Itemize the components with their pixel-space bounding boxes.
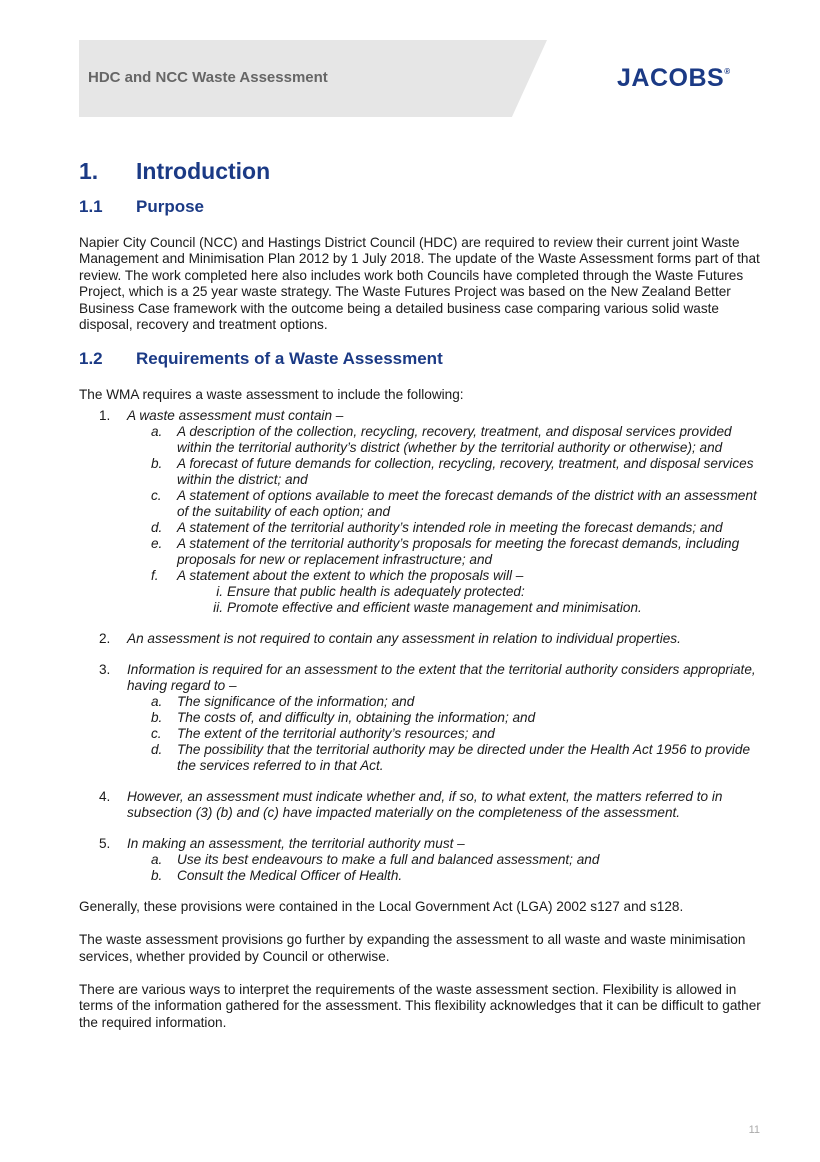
section-title: Introduction (136, 157, 271, 184)
closing-paragraph: The waste assessment provisions go further by expanding the assessment to all waste and waste minimisation services, whether provided by Council or otherwise. (79, 932, 746, 964)
closing-paragraph: Generally, these provisions were contained in the Local Government Act (LGA) 2002 s127 and s128. (79, 898, 684, 914)
list-item-text: A statement of the territorial authority’s proposals for meeting the forecast demands, including proposals for new or replacement infrastructure; and (177, 535, 740, 567)
list-item-text: The possibility that the territorial authority may be directed under the Health Act 1956 to provide the services referred to in that Act. (177, 741, 751, 773)
list-item-text: Ensure that public health is adequately protected: (227, 583, 525, 599)
list-marker: d. (151, 741, 163, 757)
section-number: 1. (79, 157, 99, 184)
list-marker: c. (151, 725, 162, 741)
list-item (79, 836, 769, 884)
sub-list-item (127, 868, 769, 884)
list-marker: 2. (99, 630, 111, 646)
subsection-heading-requirements (79, 349, 769, 369)
list-item-text: The significance of the information; and (177, 693, 415, 709)
list-marker: ii. (213, 599, 223, 615)
list-item (79, 631, 769, 647)
page-number: 11 (748, 1124, 760, 1136)
subsection-title: Requirements of a Waste Assessment (136, 349, 443, 369)
list-marker: a. (151, 851, 163, 867)
sub-sub-list-item (177, 584, 769, 600)
page-content (79, 155, 769, 1031)
list-item-text: A forecast of future demands for collection, recycling, recovery, treatment, and disposal services within the district; and (177, 455, 754, 487)
list-item-text: A statement of options available to meet the forecast demands of the district with an assessment of the suitability of each option; and (177, 487, 757, 519)
sub-list-item (127, 852, 769, 868)
sub-sub-list (177, 584, 769, 616)
subsection-number: 1.2 (79, 349, 103, 369)
list-item-text: However, an assessment must indicate whether and, if so, to what extent, the matters referred to in subsection (3) (b) and (c) have impacted materially on the completeness of the assessment. (127, 788, 723, 820)
list-item-text: A statement about the extent to which the proposals will – (177, 567, 524, 583)
sub-list-item (127, 568, 769, 616)
closing-paragraph: There are various ways to interpret the requirements of the waste assessment section. Flexibility is allowed in terms of the information gathered for the assessment. This flexibility acknowledges that it can be difficult to gather the required information. (79, 982, 761, 1030)
sub-list-item (127, 742, 769, 774)
sub-list (127, 424, 769, 616)
list-item-text: Consult the Medical Officer of Health. (177, 867, 403, 883)
sub-list-item (127, 520, 769, 536)
list-item-text: Promote effective and efficient waste management and minimisation. (227, 599, 642, 615)
list-item-text: A description of the collection, recycling, recovery, treatment, and disposal services provided within the territorial authority’s district (whether by the territorial authority or otherwise); and (177, 423, 732, 455)
list-item-text: A statement of the territorial authority’s intended role in meeting the forecast demands; and (177, 519, 723, 535)
sub-list-item (127, 726, 769, 742)
requirements-list (79, 408, 769, 884)
sub-list (127, 694, 769, 774)
list-marker: 3. (99, 661, 111, 677)
list-marker: b. (151, 867, 163, 883)
list-item-text: The costs of, and difficulty in, obtaining the information; and (177, 709, 536, 725)
list-marker: b. (151, 455, 163, 471)
sub-list (127, 852, 769, 884)
logo-text: JACOBS (617, 64, 725, 92)
list-item (79, 789, 769, 821)
requirements-intro: The WMA requires a waste assessment to include the following: (79, 387, 464, 403)
sub-list-item (127, 536, 769, 568)
subsection-title: Purpose (136, 197, 205, 216)
list-marker: f. (151, 567, 159, 583)
document-title: HDC and NCC Waste Assessment (88, 69, 328, 86)
purpose-paragraph: Napier City Council (NCC) and Hastings District Council (HDC) are required to review their current joint Waste Management and Minimisation Plan 2012 by 1 July 2018. The update of the Waste Assessment forms part of that review. The work completed here also includes work both Councils have completed through the Waste Futures Project, which is a 25 year waste strategy. The Waste Futures Project was based on the New Zealand Better Business Case framework with the outcome being a detailed business case comparing various solid waste disposal, recovery and treatment options. (79, 235, 760, 333)
subsection-heading-purpose (79, 197, 769, 217)
list-item-text: A waste assessment must contain – (127, 407, 344, 423)
list-item-text: In making an assessment, the territorial authority must – (127, 835, 465, 851)
sub-list-item (127, 488, 769, 520)
list-item (79, 408, 769, 616)
list-marker: i. (216, 583, 223, 599)
list-marker: e. (151, 535, 163, 551)
sub-sub-list-item (177, 600, 769, 616)
list-item (79, 662, 769, 774)
list-marker: 1. (99, 407, 111, 423)
list-marker: b. (151, 709, 163, 725)
sub-list-item (127, 424, 769, 456)
sub-list-item (127, 694, 769, 710)
list-item-text: The extent of the territorial authority’s resources; and (177, 725, 495, 741)
sub-list-item (127, 710, 769, 726)
sub-list-item (127, 456, 769, 488)
list-marker: 5. (99, 835, 111, 851)
list-marker: a. (151, 423, 163, 439)
list-item-text: An assessment is not required to contain any assessment in relation to individual properties. (127, 630, 681, 646)
list-item-text: Use its best endeavours to make a full and balanced assessment; and (177, 851, 600, 867)
list-marker: c. (151, 487, 162, 503)
section-heading-introduction (79, 155, 769, 187)
list-marker: d. (151, 519, 163, 535)
list-marker: 4. (99, 788, 111, 804)
jacobs-logo (617, 64, 731, 93)
logo-registered-mark: ® (724, 67, 731, 76)
list-item-text: Information is required for an assessment to the extent that the territorial authority considers appropriate, having regard to – (127, 661, 756, 693)
list-marker: a. (151, 693, 163, 709)
subsection-number: 1.1 (79, 197, 103, 216)
